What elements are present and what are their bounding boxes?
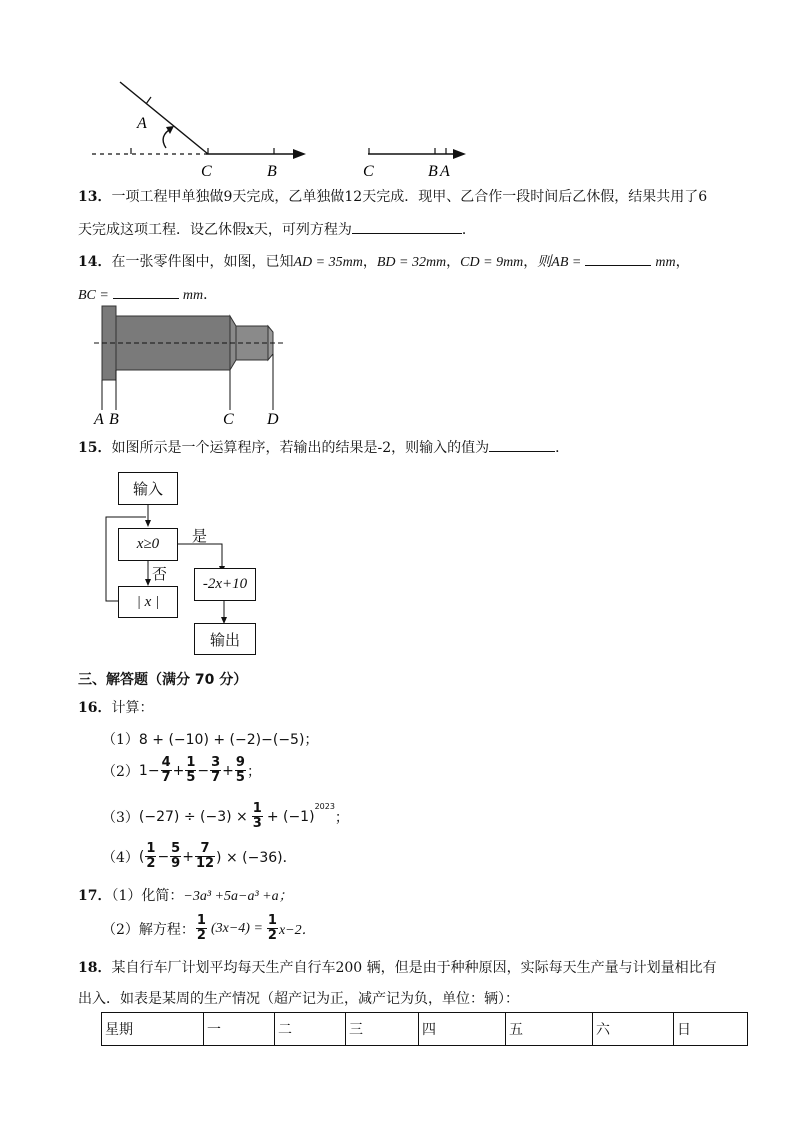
q13-line2 [78, 219, 476, 239]
q16-title: 计算： [111, 700, 154, 716]
q15-number: 15． [78, 440, 112, 456]
flow-abs-box [118, 586, 178, 618]
q16-p3-expr-b: + (−1) [266, 808, 315, 825]
q14-then: 则AB = [537, 255, 582, 270]
q13-number: 13． [78, 189, 112, 205]
q14-ad: AD = 35mm [293, 255, 363, 270]
q13-text-line1: 一项工程甲单独做9天完成，乙单独做12天完成．现甲、乙合作一段时间后乙休假，结果共用了6 [111, 189, 708, 205]
q16-p3-exponent: 2023 [314, 802, 335, 811]
q13-line1 [78, 186, 707, 206]
machine-part-figure [88, 300, 298, 430]
fig13-left-label-b: B [267, 163, 277, 180]
q16-p1-label: （1） [102, 732, 139, 748]
frac-5-9: $\frac{5}{9}$ [171, 841, 181, 871]
q16-number: 16． [78, 700, 112, 716]
flow-no-label: 否 [152, 565, 168, 583]
q16-p3-expr-a: (−27) ÷ (−3) × [138, 808, 248, 825]
section3-title: 三、解答题（满分 70 分） [78, 672, 248, 688]
flow-output-text: 输出 [209, 630, 240, 649]
frac-1-3: $\frac{1}{3}$ [252, 801, 262, 831]
fig13-left-label-a: A [137, 115, 147, 132]
q16-p4-label: （4） [102, 849, 139, 866]
q15-answer-blank[interactable] [489, 437, 555, 452]
q14-bd: BD = 32mm [376, 255, 447, 270]
frac-4-7: $\frac{4}{7}$ [161, 755, 171, 785]
q14-cd: CD = 9mm [460, 255, 524, 270]
frac-1-2: $\frac{1}{2}$ [146, 841, 156, 871]
production-table [101, 1012, 748, 1046]
table-cell: 二 [275, 1013, 346, 1046]
fig13-right-label-b: B [428, 163, 438, 180]
table-cell: 五 [506, 1013, 593, 1046]
q14-bc-label: BC = [78, 288, 109, 303]
flow-input-box [118, 472, 178, 505]
flow-condition-text: x≥0 [136, 536, 160, 552]
q14-line2: BC = mm． [78, 284, 217, 304]
q17-p2-expr-a: (3x−4) = [210, 920, 263, 936]
table-header-row [102, 1013, 748, 1046]
flow-input-text: 输入 [132, 480, 163, 498]
q17-number: 17． [78, 888, 112, 904]
fig13-right-label-a: A [440, 163, 450, 180]
q14-unit-1: mm [655, 255, 676, 270]
segment-figure-right [360, 140, 470, 180]
q14-text: 在一张零件图中，如图，已知 [111, 254, 294, 270]
q18-number: 18． [78, 960, 112, 976]
q14-bc-blank[interactable] [113, 284, 179, 299]
q16-p2-label: （2） [102, 763, 139, 780]
q16-p3-end: ； [334, 809, 349, 826]
fig13-left-label-c: C [201, 163, 212, 180]
q14-line1: 14．在一张零件图中，如图，已知AD = 35mm，BD = 32mm，CD = 9mm，则AB = mm， [78, 251, 690, 271]
q15-line [78, 437, 569, 457]
q18-line1 [78, 957, 717, 977]
q14-ab-blank[interactable] [585, 251, 651, 266]
flow-formula-text: -2x+10 [202, 576, 248, 592]
table-cell: 日 [674, 1013, 748, 1046]
q14-fig-label-a: A [94, 411, 104, 428]
flow-formula-box [194, 568, 256, 601]
angle-figure-left [88, 78, 318, 180]
q16-part4: （4） ( $\frac{1}{2}$ − $\frac{5}{9}$ + $\frac{7}{12}$ ) × (−36)． [102, 841, 297, 871]
table-cell: 四 [419, 1013, 506, 1046]
q16-part3 [102, 802, 349, 831]
q15-text: 如图所示是一个运算程序，若输出的结果是-2，则输入的值为 [111, 440, 490, 456]
q13-text-line2: 天完成这项工程．设乙休假x天，可列方程为 [78, 222, 352, 238]
q16-p3-label: （3） [102, 809, 139, 826]
q15-text-end: ． [555, 440, 570, 456]
q14-number: 14． [78, 254, 112, 270]
q18-text-line1: 某自行车厂计划平均每天生产自行车200 辆，但是由于种种原因，实际每天生产量与计划量相比有 [111, 960, 717, 976]
q17-p2-label: （2）解方程： [102, 921, 195, 938]
flow-output-box [194, 623, 256, 655]
table-cell: 六 [593, 1013, 674, 1046]
frac-1-2-b: $\frac{1}{2}$ [267, 913, 277, 943]
fig13-right-label-c: C [363, 163, 374, 180]
frac-1-2-a: $\frac{1}{2}$ [196, 913, 206, 943]
table-cell: 星期 [102, 1013, 204, 1046]
frac-7-12: $\frac{7}{12}$ [195, 841, 215, 871]
q18-text-line2: 出入．如表是某周的生产情况（超产记为正，减产记为负，单位：辆）： [78, 991, 519, 1007]
q17-p2-expr-b: x−2． [278, 922, 316, 938]
flow-condition-box [118, 528, 178, 561]
q14-fig-label-c: C [223, 411, 234, 428]
frac-3-7: $\frac{3}{7}$ [211, 755, 221, 785]
q13-text-end: ． [461, 222, 476, 238]
q17-part2 [102, 914, 316, 943]
q14-fig-label-b: B [109, 411, 119, 428]
table-cell: 一 [204, 1013, 275, 1046]
q18-line2 [78, 988, 519, 1008]
q17-p1-label: （1）化简： [111, 888, 184, 904]
q17-part1 [78, 885, 293, 905]
q16-part1 [102, 729, 318, 749]
flow-abs-text: | x | [136, 593, 160, 610]
q16-title-line [78, 697, 153, 717]
q13-answer-blank[interactable] [352, 219, 462, 234]
frac-9-5: $\frac{9}{5}$ [235, 755, 245, 785]
q16-p1-expr: 8 + (−10) + (−2)−(−5)； [138, 732, 319, 748]
q14-unit-2: mm [182, 288, 204, 303]
flow-yes-label: 是 [192, 527, 208, 545]
q16-part2: （2） 1− $\frac{4}{7}$ + $\frac{1}{5}$ − $\frac{3}{7}$ + $\frac{9}{5}$ ； [102, 755, 261, 785]
q17-p1-expr: −3a³ +5a−a³ +a； [183, 889, 293, 904]
q14-fig-label-d: D [267, 411, 279, 428]
q16-p4-expr-end: ) × (−36)． [216, 849, 297, 866]
frac-1-5: $\frac{1}{5}$ [186, 755, 196, 785]
table-cell: 三 [346, 1013, 419, 1046]
